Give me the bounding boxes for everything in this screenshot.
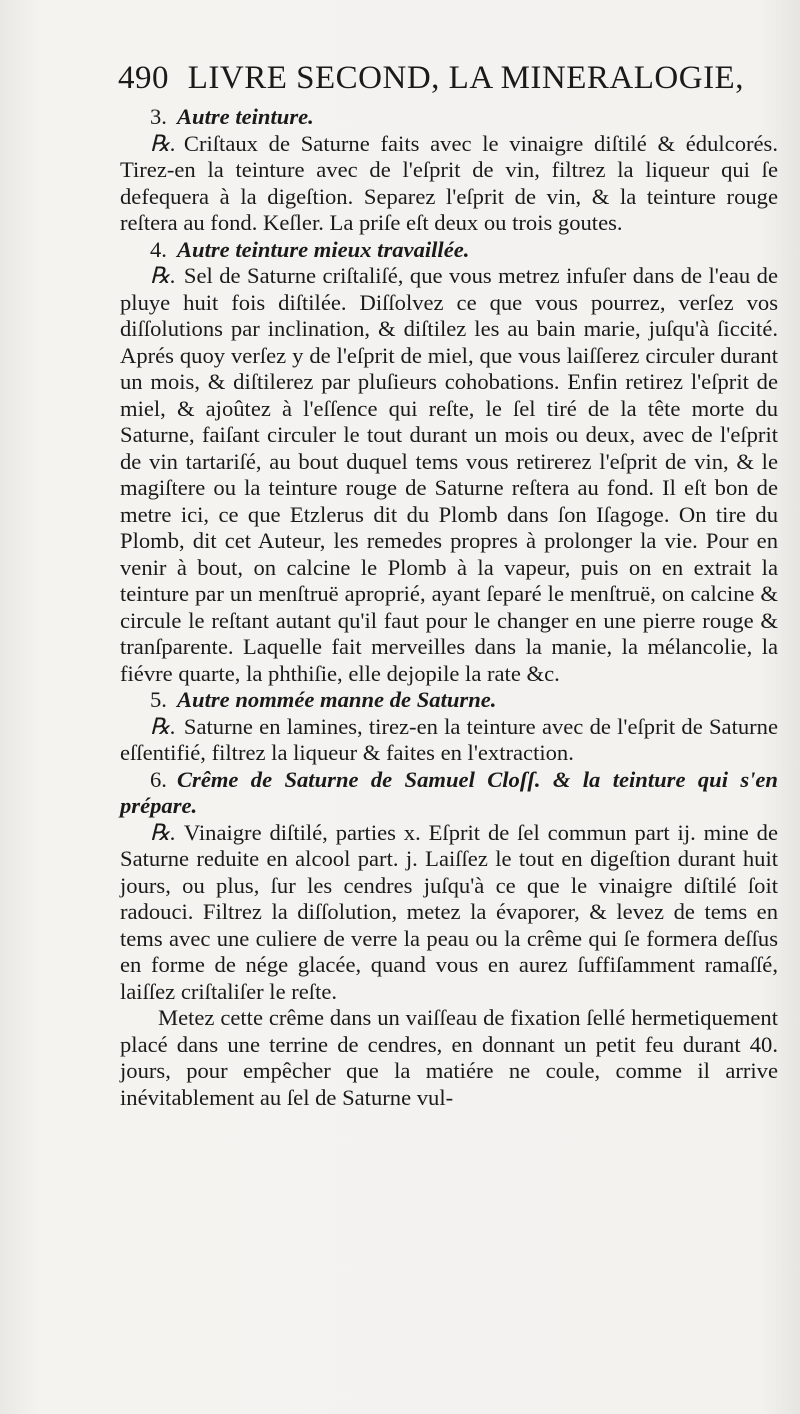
recipe-mark: ℞. <box>150 819 176 845</box>
paragraph <box>120 820 778 1006</box>
page-number: 490 <box>118 60 169 96</box>
paragraph-text: Sel de Saturne criſtaliſé, que vous metrez infuſer dans de l'eau de pluye huit fois diſtilée. Diſſolvez ce que vous pourrez, verſez vos diſſolutions par inclination, & diſtilez les au bain marie, juſqu'à ſiccité. Aprés quoy verſez y de l'eſprit de miel, que vous laiſſerez circuler durant un mois, & diſtilerez par pluſieurs cohobations. Enfin retirez l'eſprit de miel, & ajoûtez à l'eſſence qui reſte, le ſel tiré de la tête morte du Saturne, faiſant circuler le tout durant un mois ou deux, avec de l'eſprit de vin tartariſé, au bout duquel tems vous retirerez l'eſprit de vin, & le magiſtere ou la teinture rouge de Saturne reſtera au fond. Il eſt bon de metre ici, ce que Etzlerus dit du Plomb dans ſon Iſagoge. On tire du Plomb, dit cet Auteur, les remedes propres à prolonger la vie. Pour en venir à bout, on calcine le Plomb à la vapeur, puis on en extrait la teinture par un menſtruë aproprié, ayant ſeparé le menſtruë, on calcine & circule le reſtant autant qu'il faut pour le changer en une pierre rouge & tranſparente. Laquelle fait merveilles dans la manie, la mélancolie, la fiévre quarte, la phthiſie, elle dejopile la rate &c. <box>120 263 778 686</box>
section-heading <box>120 767 778 820</box>
running-title: LIVRE SECOND, LA MINERALOGIE, <box>187 60 744 96</box>
section-heading <box>120 237 778 264</box>
section-number: 6. <box>150 766 167 792</box>
recipe-mark: ℞. <box>150 130 176 156</box>
body-text <box>120 104 778 1111</box>
paragraph <box>120 1005 778 1111</box>
recipe-mark: ℞. <box>150 713 176 739</box>
paragraph <box>120 263 778 687</box>
section-title: Crême de Saturne de Samuel Cloſſ. & la teinture qui s'en prépare. <box>120 766 778 818</box>
section-number: 5. <box>150 687 167 712</box>
section-heading <box>120 104 778 131</box>
section-title: Autre teinture mieux travaillée. <box>176 236 470 262</box>
paragraph-text: Criſtaux de Saturne faits avec le vinaigre diſtilé & édulcorés. Tirez-en la teinture avec de l'eſprit de vin, filtrez la liqueur qui ſe defequera à la digeſtion. Separez l'eſprit de vin, & la teinture rouge reſtera au fond. Keſler. La priſe eſt deux ou trois goutes. <box>120 130 778 235</box>
paragraph-text: Vinaigre diſtilé, parties x. Eſprit de ſel commun part ij. mine de Saturne reduite en alcool part. j. Laiſſez le tout en digeſtion durant huit jours, ou plus, ſur les cendres juſqu'à ce que le vinaigre diſtilé ſoit radouci. Filtrez la diſſolution, metez la évaporer, & levez de tems en tems avec une culiere de verre la peau ou la crême qui ſe formera deſſus en forme de nége glacée, quand vous en aurez ſuffiſamment ramaſſé, laiſſez criſtaliſer le reſte. <box>120 819 778 1004</box>
running-header <box>118 60 778 97</box>
paragraph <box>120 131 778 237</box>
paragraph-text: Metez cette crême dans un vaiſſeau de fixation ſellé hermetiquement placé dans une terrine de cendres, en donnant un petit feu durant 40. jours, pour empêcher que la matiére ne coule, comme il arrive inévitablement au ſel de Saturne vul- <box>120 1005 778 1110</box>
section-number: 3. <box>150 104 167 129</box>
section-number: 4. <box>150 236 167 262</box>
recipe-mark: ℞. <box>150 263 176 288</box>
section-title: Autre nommée manne de Saturne. <box>176 687 497 712</box>
paragraph-text: Saturne en lamines, tirez-en la teinture avec de l'eſprit de Saturne eſſentifié, filtrez la liqueur & faites en l'extraction. <box>120 713 778 765</box>
section-heading <box>120 687 778 714</box>
section-title: Autre teinture. <box>176 104 314 129</box>
paragraph <box>120 714 778 767</box>
